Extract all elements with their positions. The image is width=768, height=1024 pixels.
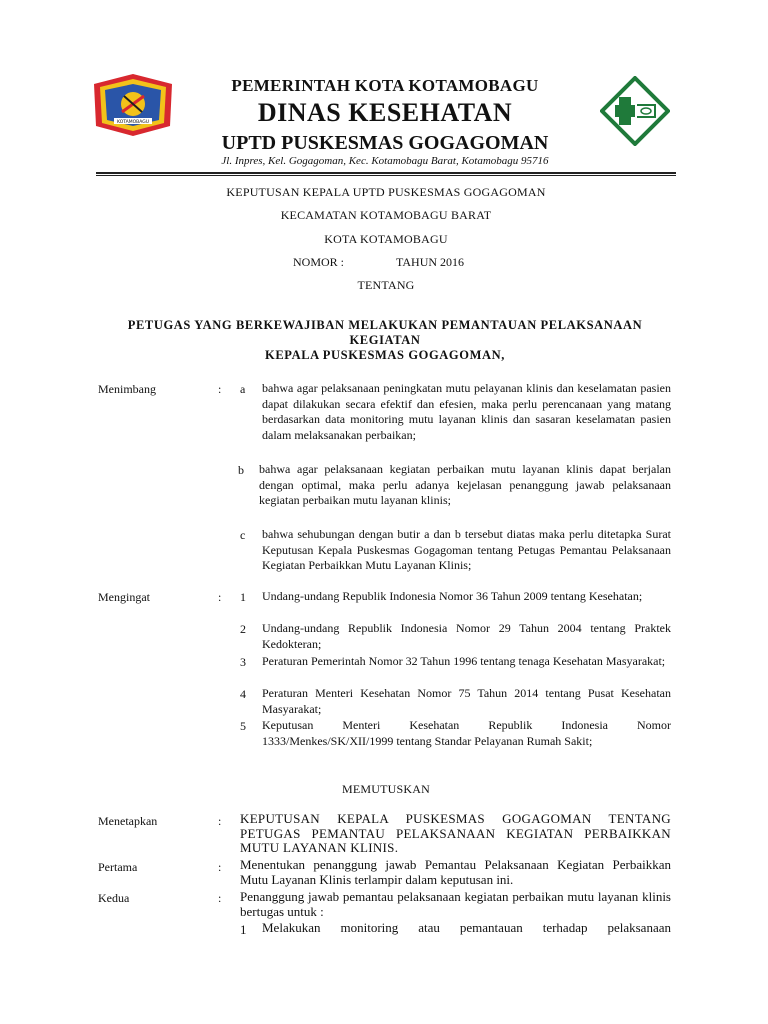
- kedua-item-1: Melakukan monitoring atau pemantauan terhadap pelaksanaan: [262, 920, 671, 935]
- header-address: Jl. Inpres, Kel. Gogagoman, Kec. Kotamobagu Barat, Kotamobagu 95716: [221, 155, 549, 167]
- header-uptd: UPTD PUSKESMAS GOGAGOMAN: [221, 132, 549, 154]
- puskesmas-logo: [600, 76, 670, 146]
- mengingat-mark-3: 3: [240, 655, 246, 669]
- mengingat-mark-1: 1: [240, 590, 246, 604]
- mengingat-item-2: Undang-undang Republik Indonesia Nomor 29 Tahun 2004 tentang Praktek Kedokteran;: [262, 621, 671, 651]
- subject-line-3: KEPALA PUSKESMAS GOGAGOMAN,: [265, 348, 505, 362]
- header-government: PEMERINTAH KOTA KOTAMOBAGU: [231, 76, 539, 95]
- menetapkan-text: KEPUTUSAN KEPALA PUSKESMAS GOGAGOMAN TENTANG PETUGAS PEMANTAU PELAKSANAAN KEGIATAN PERBAIKKAN MUTU LAYANAN KLINIS.: [240, 811, 671, 855]
- tentang-label: TENTANG: [357, 278, 415, 292]
- menimbang-item-c: bahwa sehubungan dengan butir a dan b tersebut diatas maka perlu ditetapka Surat Keputusan Kepala Puskesmas Gogagoman tentang Petugas Pemantau Pelaksanaan Kegiatan Perbaikkan Mutu Layanan Klinis;: [262, 527, 671, 573]
- mengingat-item-4: Peraturan Menteri Kesehatan Nomor 75 Tahun 2014 tentang Pusat Kesehatan Masyarakat;: [262, 686, 671, 716]
- decree-title-2: KECAMATAN KOTAMOBAGU BARAT: [280, 208, 492, 222]
- kedua-colon: :: [218, 891, 222, 905]
- menimbang-item-a: bahwa agar pelaksanaan peningkatan mutu pelayanan klinis dan keselamatan pasien dapat dilakukan secara efektif dan efesien, maka perlu perencanaan yang matang berdasarkan data monitoring mutu layanan klinis dan sasaran keselamatan pasien dalam melaksanakan perbaikan;: [262, 381, 671, 442]
- header-dinas: DINAS KESEHATAN: [257, 98, 513, 127]
- menimbang-item-b: bahwa agar pelaksanaan kegiatan perbaikan mutu layanan klinis dapat berjalan dengan optimal, maka perlu adanya kejelasan penanggung jawab pelaksanaan kegiatan perbaikan mutu layanan klinis;: [259, 462, 671, 508]
- mengingat-mark-5: 5: [240, 719, 246, 733]
- decree-title-1: KEPUTUSAN KEPALA UPTD PUSKESMAS GOGAGOMAN: [226, 185, 546, 199]
- kedua-text: Penanggung jawab pemantau pelaksanaan kegiatan perbaikan mutu layanan klinis bertugas untuk :: [240, 889, 671, 919]
- kedua-mark-1: 1: [240, 922, 247, 937]
- mengingat-item-5: Keputusan Menteri Kesehatan Republik Indonesia Nomor 1333/Menkes/SK/XII/1999 tentang Standar Pelayanan Rumah Sakit;: [262, 718, 671, 748]
- menetapkan-label: Menetapkan: [98, 814, 158, 828]
- menimbang-colon: :: [218, 382, 222, 396]
- logo-left-text: KOTAMOBAGU: [116, 120, 150, 125]
- menetapkan-colon: :: [218, 814, 222, 828]
- kedua-label: Kedua: [98, 891, 130, 905]
- pertama-text: Menentukan penanggung jawab Pemantau Pelaksanaan Kegiatan Perbaikkan Mutu Layanan Klinis terlampir dalam keputusan ini.: [240, 857, 671, 887]
- mengingat-item-3: Peraturan Pemerintah Nomor 32 Tahun 1996 tentang tenaga Kesehatan Masyarakat;: [262, 654, 666, 668]
- mengingat-item-1: Undang-undang Republik Indonesia Nomor 36 Tahun 2009 tentang Kesehatan;: [262, 589, 643, 603]
- city-emblem-logo: [90, 72, 176, 138]
- memutuskan-heading: MEMUTUSKAN: [341, 782, 430, 796]
- header-rule: [96, 172, 676, 174]
- mengingat-label: Mengingat: [98, 590, 150, 604]
- menimbang-mark-c: c: [240, 528, 246, 542]
- subject-line-1: PETUGAS YANG BERKEWAJIBAN MELAKUKAN PEMANTAUAN PELAKSANAAN: [127, 318, 643, 332]
- mengingat-mark-4: 4: [240, 687, 246, 701]
- menimbang-label: Menimbang: [98, 382, 156, 396]
- nomor-label: NOMOR :: [293, 255, 345, 269]
- subject-line-2: KEGIATAN: [349, 333, 421, 347]
- mengingat-colon: :: [218, 590, 222, 604]
- mengingat-mark-2: 2: [240, 622, 246, 636]
- header-rule-thin: [96, 175, 676, 176]
- menimbang-mark-b: b: [238, 463, 244, 477]
- menimbang-mark-a: a: [240, 382, 246, 396]
- tahun-label: TAHUN 2016: [396, 255, 465, 269]
- decree-title-3: KOTA KOTAMOBAGU: [324, 232, 448, 246]
- pertama-colon: :: [218, 860, 222, 874]
- pertama-label: Pertama: [98, 860, 138, 874]
